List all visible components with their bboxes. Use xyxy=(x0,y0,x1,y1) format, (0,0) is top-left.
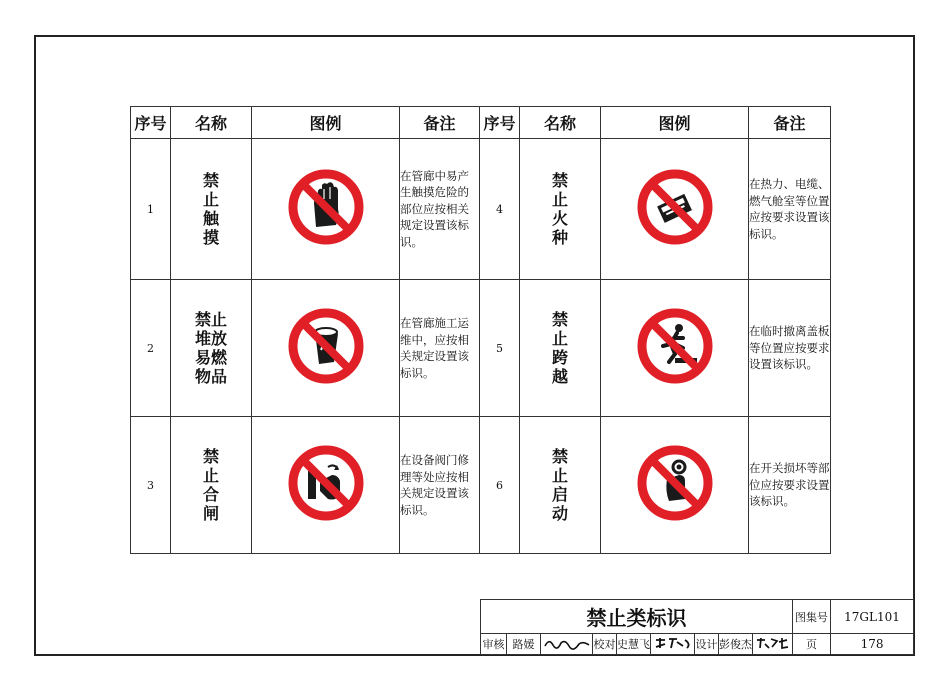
sign-number: 2 xyxy=(131,280,171,417)
sign-number: 6 xyxy=(480,417,520,554)
no-switching-on-icon xyxy=(288,445,364,521)
sign-number: 1 xyxy=(131,139,171,280)
atlas-number: 17GL101 xyxy=(831,600,914,634)
sign-number: 3 xyxy=(131,417,171,554)
no-kindling-icon xyxy=(637,169,713,245)
design-label: 设计 xyxy=(695,634,719,655)
sign-name: 禁 止 启 动 xyxy=(520,417,601,554)
table-header-row xyxy=(131,107,831,139)
reviewer-signature xyxy=(541,634,593,655)
header-remarks: 备注 xyxy=(749,107,831,139)
sign-name: 禁 止 合 闸 xyxy=(171,417,252,554)
header-name: 名称 xyxy=(520,107,601,139)
sign-remark: 在设备阀门修理等处应按相关规定设置该标识。 xyxy=(400,417,480,554)
sign-number: 4 xyxy=(480,139,520,280)
check-label: 校对 xyxy=(593,634,617,655)
page-number: 178 xyxy=(831,634,914,655)
review-label: 审核 xyxy=(481,634,507,655)
designer-name: 彭俊杰 xyxy=(719,634,753,655)
drawing-title: 禁止类标识 xyxy=(481,600,793,634)
sign-remark: 在管廊施工运维中，应按相关规定设置该标识。 xyxy=(400,280,480,417)
header-legend: 图例 xyxy=(601,107,749,139)
sign-name: 禁 止 火 种 xyxy=(520,139,601,280)
header-legend: 图例 xyxy=(252,107,400,139)
atlas-number-label: 图集号 xyxy=(793,600,831,634)
no-stepping-over-icon xyxy=(637,308,713,384)
sign-remark: 在热力、电缆、燃气舱室等位置应按要求设置该标识。 xyxy=(749,139,831,280)
designer-signature xyxy=(753,634,793,655)
header-number: 序号 xyxy=(480,107,520,139)
header-name: 名称 xyxy=(171,107,252,139)
title-block xyxy=(480,599,914,655)
page-label: 页 xyxy=(793,634,831,655)
no-touching-icon xyxy=(288,169,364,245)
sign-remark: 在开关损坏等部位应按要求设置该标识。 xyxy=(749,417,831,554)
sign-name: 禁 止 触 摸 xyxy=(171,139,252,280)
sign-number: 5 xyxy=(480,280,520,417)
sign-remark: 在管廊中易产生触摸危险的部位应按相关规定设置该标识。 xyxy=(400,139,480,280)
checker-signature xyxy=(651,634,695,655)
header-remarks: 备注 xyxy=(400,107,480,139)
header-number: 序号 xyxy=(131,107,171,139)
sign-remark: 在临时撤离盖板等位置应按要求设置该标识。 xyxy=(749,280,831,417)
sign-name: 禁止 堆放 易燃 物品 xyxy=(171,280,252,417)
table-row xyxy=(131,417,831,554)
no-flammable-storage-icon xyxy=(288,308,364,384)
prohibition-signs-table xyxy=(130,106,831,554)
table-row xyxy=(131,139,831,280)
no-starting-icon xyxy=(637,445,713,521)
checker-name: 史慧飞 xyxy=(617,634,651,655)
table-row xyxy=(131,280,831,417)
sign-name: 禁 止 跨 越 xyxy=(520,280,601,417)
reviewer-name: 路媛 xyxy=(507,634,541,655)
